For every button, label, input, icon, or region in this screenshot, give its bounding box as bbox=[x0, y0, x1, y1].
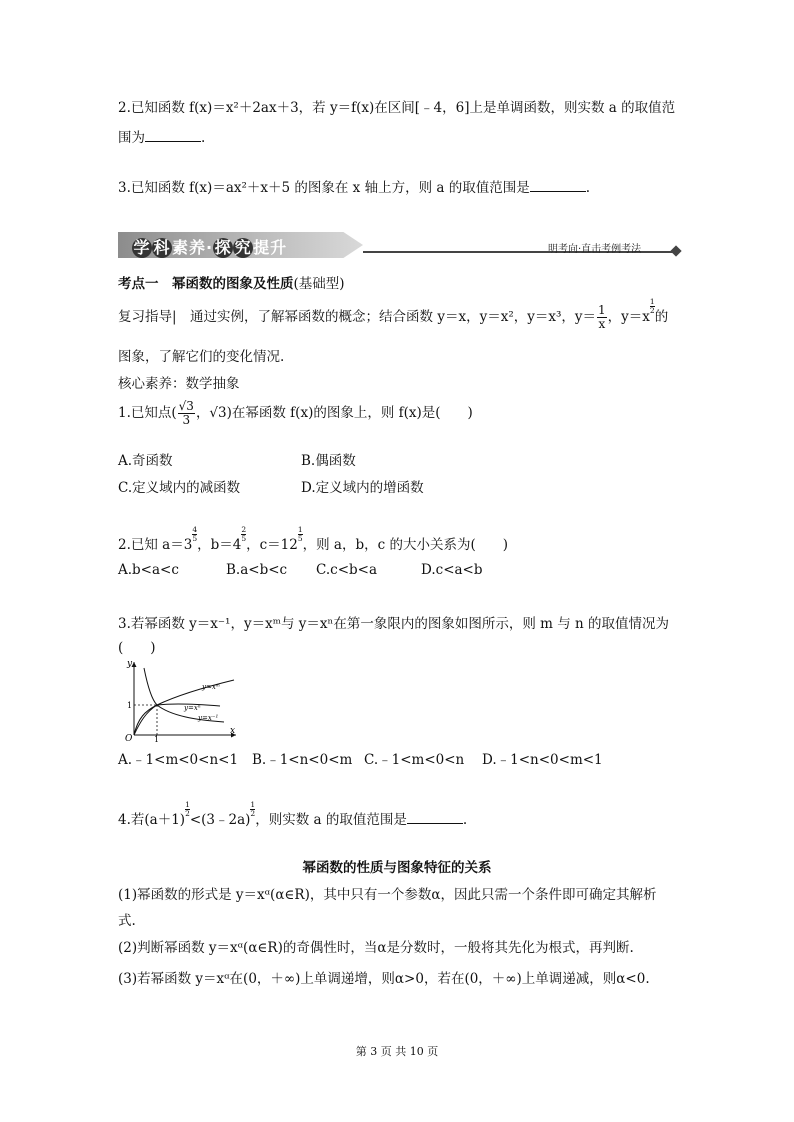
guide-label: 复习指导| bbox=[118, 309, 177, 325]
q1-option-c: C.定义域内的减函数 bbox=[118, 480, 241, 496]
q3-option-b: B.﹣1<n<0<m bbox=[252, 752, 353, 768]
summary-p1-line1: (1)幂函数的形式是 y＝xᵅ(α∈R)，其中只有一个参数α，因此只需一个条件即可确定其解析 bbox=[118, 887, 657, 903]
q4-stem bbox=[118, 800, 468, 828]
prev-q2-suffix: . bbox=[201, 130, 206, 146]
prev-q2-line1: 2.已知函数 f(x)＝x²＋2ax＋3，若 y＝f(x)在区间[﹣4，6]上是单调函数，则实数 a 的取值范 bbox=[118, 100, 676, 116]
diamond-icon bbox=[670, 245, 681, 256]
exponent-half bbox=[650, 298, 655, 315]
fraction-numerator: 1 bbox=[598, 303, 606, 317]
q1-suffix: ，√3)在幂函数 f(x)的图象上，则 f(x)是( ) bbox=[195, 405, 473, 421]
banner-title bbox=[132, 235, 287, 258]
q4-suffix: . bbox=[462, 812, 468, 828]
graph-label-origin: O bbox=[125, 734, 133, 742]
q1-prefix: 1.已知点( bbox=[118, 405, 177, 421]
exponent-4-5 bbox=[192, 526, 197, 543]
graph-label-inverse: y=x⁻¹ bbox=[198, 714, 219, 722]
banner-subtitle: 明考向·直击考例考法 bbox=[548, 244, 642, 255]
graph-tick-x: 1 bbox=[154, 735, 160, 742]
q2-t1: 2.已知 a＝3 bbox=[118, 537, 193, 553]
q3-option-c: C.﹣1<m<0<n bbox=[364, 752, 465, 768]
fraction-numerator: √3 bbox=[178, 399, 194, 413]
q3-option-a: A.﹣1<m<0<n<1 bbox=[118, 752, 239, 768]
guide-text1: 通过实例，了解幂函数的概念；结合函数 y＝x，y＝x²，y＝x³，y＝ bbox=[176, 309, 597, 325]
answer-blank bbox=[530, 179, 586, 192]
topic-title: 考点一 幂函数的图象及性质 bbox=[118, 276, 294, 292]
q3-stem-line1: 3.若幂函数 y＝x⁻¹，y＝xᵐ与 y＝xⁿ在第一象限内的图象如图所示，则 m 与 n 的取值情况为 bbox=[118, 616, 670, 632]
banner-char-1: 学 bbox=[133, 238, 151, 257]
guide-text3: 的 bbox=[654, 309, 669, 325]
q2-t4: ，则 a，b，c 的大小关系为( ) bbox=[302, 537, 509, 553]
banner-mid: 素养· bbox=[172, 238, 214, 257]
answer-blank bbox=[407, 811, 463, 824]
graph-label-y: y bbox=[127, 659, 133, 669]
fraction-1-over-x bbox=[597, 304, 607, 331]
guide-text2: ，y＝x bbox=[607, 309, 650, 325]
banner-end: 提升 bbox=[253, 238, 288, 257]
q3-stem-line2: ( ) bbox=[118, 640, 156, 656]
prev-q3-suffix: . bbox=[585, 180, 591, 196]
q1-stem bbox=[118, 400, 473, 427]
q2-option-b: B.a<b<c bbox=[226, 562, 288, 578]
exponent-denominator: 5 bbox=[241, 534, 247, 543]
section-banner bbox=[118, 232, 678, 258]
q2-option-d: D.c<a<b bbox=[421, 562, 483, 578]
summary-p3: (3)若幂函数 y＝xᵅ在(0，＋∞)上单调递增，则α>0，若在(0，＋∞)上单调递减，则α<0. bbox=[118, 971, 650, 987]
exponent-numerator: 1 bbox=[649, 297, 655, 306]
exponent-denominator: 2 bbox=[185, 809, 190, 818]
exponent-numerator: 1 bbox=[185, 800, 190, 809]
prev-q2-prefix: 围为 bbox=[118, 130, 145, 146]
q2-option-a: A.b<a<c bbox=[118, 562, 179, 578]
q4-t2: <(3﹣2a) bbox=[189, 812, 251, 828]
exponent-denominator: 5 bbox=[192, 534, 198, 543]
exponent-half bbox=[185, 801, 190, 818]
topic-tag: (基础型) bbox=[293, 276, 345, 292]
answer-blank bbox=[145, 129, 201, 142]
guide-line1 bbox=[118, 297, 669, 331]
q2-option-c: C.c<b<a bbox=[316, 562, 378, 578]
core-literacy: 核心素养：数学抽象 bbox=[118, 376, 240, 392]
fraction-denominator: 3 bbox=[182, 413, 191, 427]
q2-t3: ，c＝12 bbox=[246, 537, 298, 553]
q2-stem bbox=[118, 525, 509, 553]
q4-t3: ，则实数 a 的取值范围是 bbox=[255, 812, 407, 828]
summary-title: 幂函数的性质与图象特征的关系 bbox=[302, 860, 492, 876]
q3-option-d: D.﹣1<n<0<m<1 bbox=[482, 752, 603, 768]
prev-q3-prefix: 3.已知函数 f(x)＝ax²＋x＋5 的图象在 x 轴上方，则 a 的取值范围是 bbox=[118, 180, 530, 196]
q1-option-d: D.定义域内的增函数 bbox=[301, 480, 424, 496]
banner-char-4: 究 bbox=[234, 238, 252, 257]
exponent-denominator: 5 bbox=[297, 534, 303, 543]
exponent-numerator: 1 bbox=[297, 525, 303, 534]
fraction-denominator: x bbox=[598, 317, 606, 331]
banner-char-3: 探 bbox=[214, 238, 232, 257]
guide-line2: 图象，了解它们的变化情况. bbox=[118, 349, 285, 365]
banner-char-2: 科 bbox=[153, 238, 171, 257]
graph-label-x: x bbox=[230, 726, 236, 736]
y-axis-arrow bbox=[132, 662, 137, 667]
q1-option-b: B.偶函数 bbox=[301, 453, 356, 469]
exponent-numerator: 4 bbox=[192, 525, 198, 534]
power-function-graph bbox=[116, 656, 242, 742]
exponent-denominator: 2 bbox=[250, 809, 256, 818]
prev-q2-line2 bbox=[118, 126, 205, 146]
q2-t2: ，b＝4 bbox=[197, 537, 242, 553]
exponent-numerator: 1 bbox=[250, 800, 256, 809]
graph-label-n: y=xⁿ bbox=[184, 704, 201, 712]
summary-p2: (2)判断幂函数 y＝xᵅ(α∈R)的奇偶性时，当α是分数时，一般将其先化为根式，再判断. bbox=[118, 940, 634, 956]
page-footer: 第 3 页 共 10 页 bbox=[355, 1045, 439, 1058]
summary-p1-line2: 式. bbox=[118, 913, 136, 929]
exponent-half bbox=[250, 801, 255, 818]
fraction-sqrt3-over-3 bbox=[178, 400, 195, 427]
graph-tick-y: 1 bbox=[127, 701, 133, 710]
q4-t1: 4.若(a＋1) bbox=[118, 812, 186, 828]
exponent-2-5 bbox=[241, 526, 246, 543]
exponent-numerator: 2 bbox=[241, 525, 247, 534]
graph-label-m: y=xᵐ bbox=[202, 683, 221, 691]
topic-heading bbox=[118, 272, 345, 292]
exponent-1-5 bbox=[298, 526, 303, 543]
prev-q3 bbox=[118, 176, 590, 196]
q1-option-a: A.奇函数 bbox=[118, 453, 173, 469]
exponent-denominator: 2 bbox=[649, 306, 655, 315]
